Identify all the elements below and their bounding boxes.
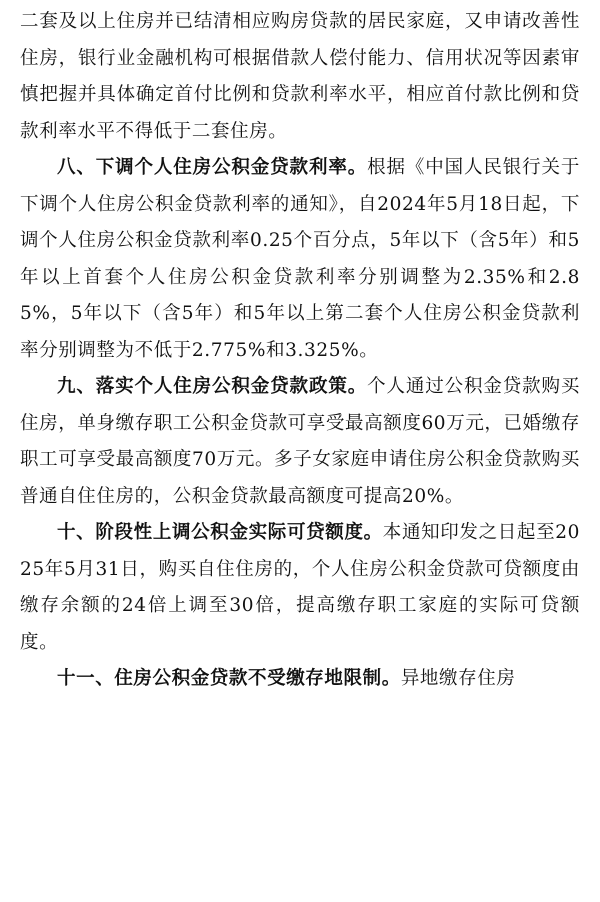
paragraph-body: 异地缴存住房 bbox=[400, 668, 516, 689]
paragraph-item-10 bbox=[20, 515, 580, 661]
paragraph-continuation bbox=[20, 4, 580, 150]
paragraph-heading: 十、阶段性上调公积金实际可贷额度。 bbox=[57, 522, 383, 543]
paragraph-body: 根据《中国人民银行关于下调个人住房公积金贷款利率的通知》，自2024年5月18日起，下调个人住房公积金贷款利率0.25个百分点，5年以下（含5年）和5年以上首套个人住房公积金贷款利率分别调整为2.35%和2.85%，5年以下（含5年）和5年以上第二套个人住房公积金贷款利率分别调整为不低于2.775%和3.325%。 bbox=[20, 157, 580, 361]
paragraph-heading: 九、落实个人住房公积金贷款政策。 bbox=[57, 376, 368, 397]
paragraph-heading: 十一、住房公积金贷款不受缴存地限制。 bbox=[57, 668, 401, 689]
paragraph-item-8 bbox=[20, 150, 580, 369]
paragraph-body: 个人通过公积金贷款购买住房，单身缴存职工公积金贷款可享受最高额度60万元，已婚缴存职工可享受最高额度70万元。多子女家庭申请住房公积金贷款购买普通自住住房的，公积金贷款最高额度可提高20%。 bbox=[20, 376, 580, 507]
paragraph-body: 二套及以上住房并已结清相应购房贷款的居民家庭，又申请改善性住房，银行业金融机构可根据借款人偿付能力、信用状况等因素审慎把握并具体确定首付比例和贷款利率水平，相应首付款比例和贷款利率水平不得低于二套住房。 bbox=[20, 11, 580, 142]
paragraph-item-11 bbox=[20, 661, 580, 698]
paragraph-body: 本通知印发之日起至2025年5月31日，购买自住住房的，个人住房公积金贷款可贷额度由缴存余额的24倍上调至30倍，提高缴存职工家庭的实际可贷额度。 bbox=[20, 522, 580, 653]
paragraph-item-9 bbox=[20, 369, 580, 515]
paragraph-heading: 八、下调个人住房公积金贷款利率。 bbox=[57, 157, 368, 178]
